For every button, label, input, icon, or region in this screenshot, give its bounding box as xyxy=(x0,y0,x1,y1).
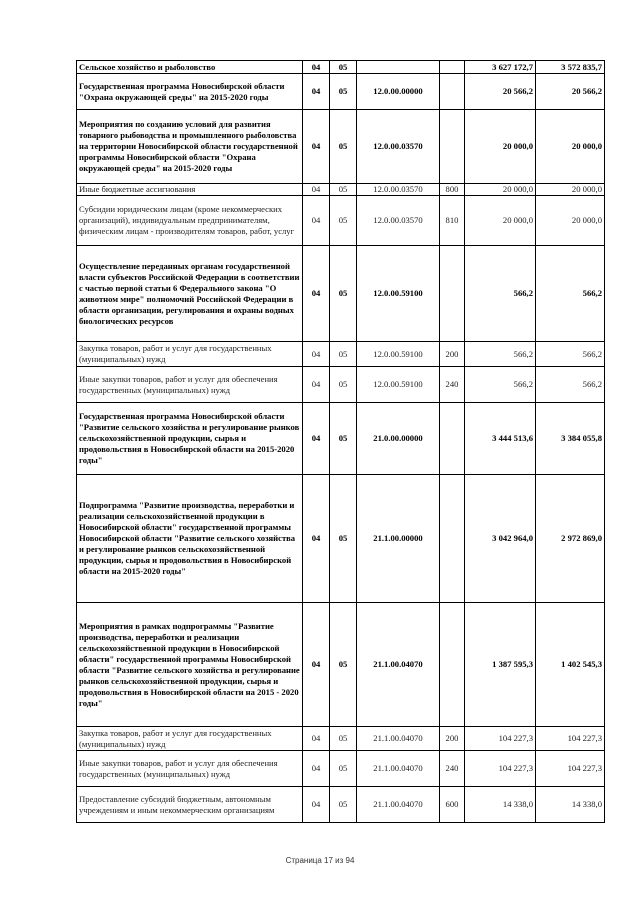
subsection-cell: 05 xyxy=(330,246,357,342)
row-name-cell: Предоставление субсидий бюджетным, автономным учреждениям и иным некоммерческим организациям xyxy=(77,787,303,823)
expense-type-cell xyxy=(440,403,465,475)
expense-type-cell xyxy=(440,110,465,184)
target-code-cell: 12.0.00.59100 xyxy=(357,367,440,403)
target-code-cell xyxy=(357,61,440,74)
expense-type-cell: 200 xyxy=(440,342,465,367)
subsection-cell: 05 xyxy=(330,110,357,184)
row-name-cell: Государственная программа Новосибирской области "Развитие сельского хозяйства и регулирование рынков сельскохозяйственной продукции, сырья и продовольствия в Новосибирской области на 2015-2020 годы" xyxy=(77,403,303,475)
amount-year2-cell: 2 972 869,0 xyxy=(536,475,605,603)
section-cell: 04 xyxy=(303,246,330,342)
section-cell: 04 xyxy=(303,403,330,475)
subsection-cell: 05 xyxy=(330,74,357,110)
section-cell: 04 xyxy=(303,751,330,787)
budget-table xyxy=(76,60,605,823)
amount-year1-cell: 20 000,0 xyxy=(465,196,536,246)
target-code-cell: 21.1.00.04070 xyxy=(357,751,440,787)
table-row xyxy=(77,603,605,727)
amount-year2-cell: 3 572 835,7 xyxy=(536,61,605,74)
subsection-cell: 05 xyxy=(330,475,357,603)
target-code-cell: 21.1.00.04070 xyxy=(357,727,440,751)
row-name-cell: Мероприятия в рамках подпрограммы "Развитие производства, переработки и реализации сельскохозяйственной продукции в Новосибирской области" государственной программы Новосибирской области "Развитие сельского хозяйства и регулирование рынков сельскохозяйственной продукции, сырья и продовольствия в Новосибирской области на 2015 - 2020 годы" xyxy=(77,603,303,727)
amount-year2-cell: 566,2 xyxy=(536,342,605,367)
amount-year2-cell: 14 338,0 xyxy=(536,787,605,823)
table-body xyxy=(77,61,605,823)
section-cell: 04 xyxy=(303,61,330,74)
target-code-cell: 21.1.00.04070 xyxy=(357,787,440,823)
amount-year2-cell: 1 402 545,3 xyxy=(536,603,605,727)
subsection-cell: 05 xyxy=(330,603,357,727)
expense-type-cell xyxy=(440,61,465,74)
section-cell: 04 xyxy=(303,110,330,184)
table-row xyxy=(77,196,605,246)
amount-year2-cell: 566,2 xyxy=(536,367,605,403)
target-code-cell: 21.1.00.04070 xyxy=(357,603,440,727)
row-name-cell: Мероприятия по созданию условий для развития товарного рыбоводства и промышленного рыболовства на территории Новосибирской области государственной программы Новосибирской области "Охрана окружающей среды" на 2015-2020 годы xyxy=(77,110,303,184)
amount-year2-cell: 3 384 055,8 xyxy=(536,403,605,475)
amount-year1-cell: 3 627 172,7 xyxy=(465,61,536,74)
page-number: Страница 17 из 94 xyxy=(285,856,355,865)
table-row xyxy=(77,367,605,403)
amount-year1-cell: 566,2 xyxy=(465,246,536,342)
expense-type-cell: 810 xyxy=(440,196,465,246)
amount-year1-cell: 20 000,0 xyxy=(465,110,536,184)
amount-year1-cell: 3 444 513,6 xyxy=(465,403,536,475)
subsection-cell: 05 xyxy=(330,787,357,823)
row-name-cell: Сельское хозяйство и рыболовство xyxy=(77,61,303,74)
amount-year1-cell: 104 227,3 xyxy=(465,751,536,787)
expense-type-cell xyxy=(440,603,465,727)
amount-year1-cell: 20 000,0 xyxy=(465,184,536,196)
amount-year1-cell: 1 387 595,3 xyxy=(465,603,536,727)
row-name-cell: Субсидии юридическим лицам (кроме некоммерческих организаций), индивидуальным предпринимателям, физическим лицам - производителям товаров, работ, услуг xyxy=(77,196,303,246)
expense-type-cell: 600 xyxy=(440,787,465,823)
amount-year2-cell: 104 227,3 xyxy=(536,751,605,787)
row-name-cell: Иные бюджетные ассигнования xyxy=(77,184,303,196)
subsection-cell: 05 xyxy=(330,342,357,367)
table-row xyxy=(77,342,605,367)
target-code-cell: 12.0.00.59100 xyxy=(357,246,440,342)
amount-year1-cell: 566,2 xyxy=(465,342,536,367)
table-row xyxy=(77,184,605,196)
amount-year1-cell: 566,2 xyxy=(465,367,536,403)
subsection-cell: 05 xyxy=(330,196,357,246)
subsection-cell: 05 xyxy=(330,751,357,787)
target-code-cell: 12.0.00.00000 xyxy=(357,74,440,110)
amount-year1-cell: 20 566,2 xyxy=(465,74,536,110)
amount-year2-cell: 20 000,0 xyxy=(536,196,605,246)
section-cell: 04 xyxy=(303,787,330,823)
row-name-cell: Иные закупки товаров, работ и услуг для обеспечения государственных (муниципальных) нужд xyxy=(77,751,303,787)
target-code-cell: 12.0.00.03570 xyxy=(357,110,440,184)
expense-type-cell: 240 xyxy=(440,751,465,787)
table-row xyxy=(77,787,605,823)
subsection-cell: 05 xyxy=(330,61,357,74)
section-cell: 04 xyxy=(303,603,330,727)
amount-year1-cell: 14 338,0 xyxy=(465,787,536,823)
table-row xyxy=(77,727,605,751)
table-row xyxy=(77,61,605,74)
expense-type-cell xyxy=(440,74,465,110)
target-code-cell: 21.1.00.00000 xyxy=(357,475,440,603)
subsection-cell: 05 xyxy=(330,403,357,475)
amount-year2-cell: 566,2 xyxy=(536,246,605,342)
expense-type-cell: 800 xyxy=(440,184,465,196)
target-code-cell: 12.0.00.03570 xyxy=(357,196,440,246)
row-name-cell: Иные закупки товаров, работ и услуг для обеспечения государственных (муниципальных) нужд xyxy=(77,367,303,403)
row-name-cell: Осуществление переданных органам государственной власти субъектов Российской Федерации в соответствии с частью первой статьи 6 Федерального закона "О животном мире" полномочий Российской Федерации в области организации, регулирования и охраны водных биологических ресурсов xyxy=(77,246,303,342)
target-code-cell: 12.0.00.03570 xyxy=(357,184,440,196)
section-cell: 04 xyxy=(303,74,330,110)
table-row xyxy=(77,403,605,475)
subsection-cell: 05 xyxy=(330,727,357,751)
expense-type-cell: 240 xyxy=(440,367,465,403)
table-row xyxy=(77,475,605,603)
amount-year2-cell: 20 000,0 xyxy=(536,184,605,196)
expense-type-cell xyxy=(440,475,465,603)
section-cell: 04 xyxy=(303,475,330,603)
amount-year1-cell: 104 227,3 xyxy=(465,727,536,751)
target-code-cell: 12.0.00.59100 xyxy=(357,342,440,367)
subsection-cell: 05 xyxy=(330,367,357,403)
section-cell: 04 xyxy=(303,367,330,403)
expense-type-cell: 200 xyxy=(440,727,465,751)
row-name-cell: Подпрограмма "Развитие производства, переработки и реализации сельскохозяйственной продукции в Новосибирской области" государственной программы Новосибирской области "Развитие сельского хозяйства и регулирование рынков сельскохозяйственной продукции, сырья и продовольствия в Новосибирской области на 2015-2020 годы" xyxy=(77,475,303,603)
row-name-cell: Закупка товаров, работ и услуг для государственных (муниципальных) нужд xyxy=(77,342,303,367)
section-cell: 04 xyxy=(303,727,330,751)
expense-type-cell xyxy=(440,246,465,342)
target-code-cell: 21.0.00.00000 xyxy=(357,403,440,475)
section-cell: 04 xyxy=(303,184,330,196)
amount-year1-cell: 3 042 964,0 xyxy=(465,475,536,603)
subsection-cell: 05 xyxy=(330,184,357,196)
table-row xyxy=(77,110,605,184)
section-cell: 04 xyxy=(303,196,330,246)
table-row xyxy=(77,246,605,342)
amount-year2-cell: 104 227,3 xyxy=(536,727,605,751)
row-name-cell: Закупка товаров, работ и услуг для государственных (муниципальных) нужд xyxy=(77,727,303,751)
table-row xyxy=(77,74,605,110)
amount-year2-cell: 20 566,2 xyxy=(536,74,605,110)
amount-year2-cell: 20 000,0 xyxy=(536,110,605,184)
row-name-cell: Государственная программа Новосибирской области "Охрана окружающей среды" на 2015-2020 годы xyxy=(77,74,303,110)
table-row xyxy=(77,751,605,787)
section-cell: 04 xyxy=(303,342,330,367)
